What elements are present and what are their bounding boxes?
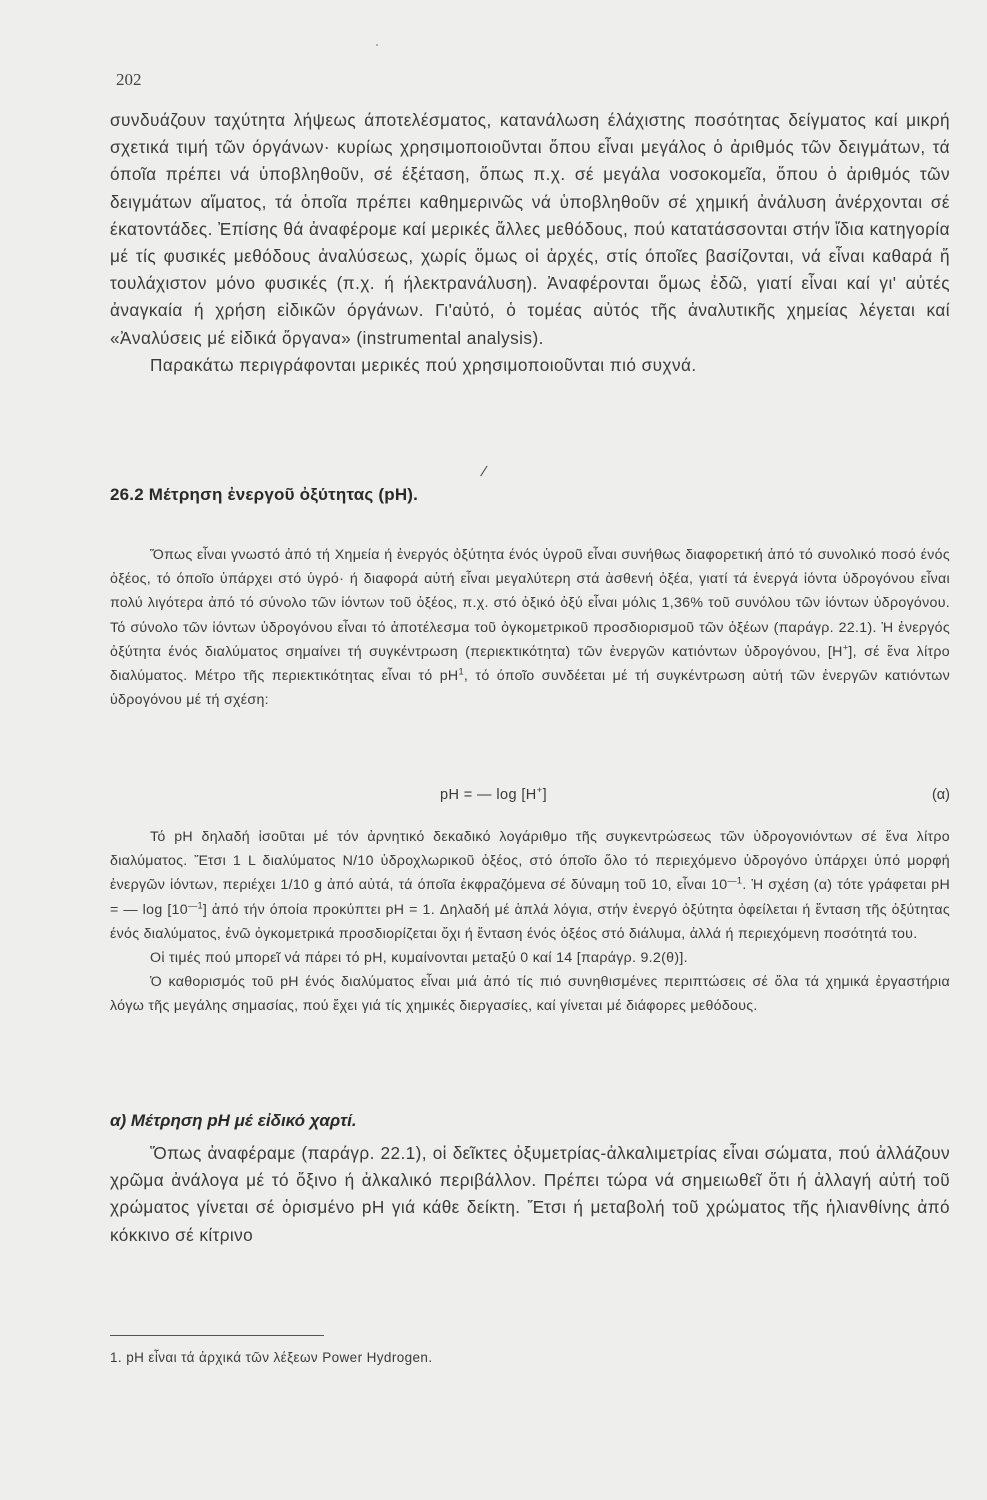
section-paragraph-4: Ὁ καθορισμός τοῦ pH ένός διαλύματος εἶναι μιά ἀπό τίς πιό συνηθισμένες περιπτώσεις σέ ὅλα τά χημικά ἐργαστήρια λόγω τῆς μεγάλης σημασίας, πού ἔχει γιά τίς χημικές διεργασίες, καί γίνεται μέ διάφορες μεθόδους. <box>110 974 950 1015</box>
section-text-continued <box>110 825 950 1019</box>
subsection-heading: α) Μέτρηση pH μέ εἰδικό χαρτί. <box>110 1111 357 1130</box>
equation-row <box>110 784 950 813</box>
section-heading: 26.2 Μέτρηση ἐνεργοῦ ὀξύτητας (pH). <box>110 485 419 504</box>
intro-text <box>110 107 950 379</box>
equation: pH = — log [H+] <box>440 784 548 803</box>
scan-speck <box>376 44 378 46</box>
equation-label: (α) <box>931 787 950 803</box>
intro-paragraph-2: Παρακάτω περιγράφονται μερικές πού χρησιμοποιοῦνται πιό συχνά. <box>150 354 697 375</box>
para-text: Ὅπως εἶναι γνωστό ἀπό τή Χημεία ή ἐνεργός ὀξύτητα ένός ὑγροῦ εἶναι συνήθως διαφορετική ἀπό τό συνολικό ποσό ένός ὀξέος, τό όποῖο ὑπάρχει στό ὑγρό· ή διαφορά αὐτή εἶναι μεγαλύτερη στά ἀσθενή ὀξέα, γιατί τά ἐνεργά ἰόντα ὑδρογόνου εἶναι πολύ λιγότερα ἀπό τό σύνολο τῶν ἰόντων τοῦ ὀξέος, π.χ. στό ὀξικό ὀξύ εἶναι μόλις 1,36% τοῦ συνόλου τῶν ἰόντων ὑδρογόνου. Τό σύνολο τῶν ἰόντων ὑδρογόνου εἶναι τό ἀποτέλεσμα τοῦ ὀγκομετρικοῦ προσδιορισμοῦ τῶν ὀξέων (παράγρ. 22.1). Ἡ ἐνεργός ὀξύτητα ένός διαλύματος σημαίνει τή συγκέντρωση (περιεκτικότητα) τῶν ἐνεργῶν κατιόντων ὑδρογόνου, [H <box>110 547 950 660</box>
footnote: 1. pH εἶναι τά ἀρχικά τῶν λέξεων Power Hydrogen. <box>110 1350 433 1365</box>
footnote-divider <box>110 1335 324 1336</box>
section-paragraph-1 <box>110 543 950 712</box>
stray-mark: / <box>479 463 489 479</box>
page-number: 202 <box>116 70 142 89</box>
para-text: ], σέ ἕνα λίτρο διαλύματος. Μέτρο τῆς περιεκτικότητας εἶναι τό pH <box>110 643 950 685</box>
section-paragraph-3: Οἱ τιμές πού μπορεῖ νά πάρει τό pH, κυμαίνονται μεταξύ 0 καί 14 [παράγρ. 9.2(θ)]. <box>150 950 688 967</box>
section-paragraph-2: Τό pH δηλαδή ἰσοῦται μέ τόν ἀρνητικό δεκαδικό λογάριθμο τῆς συγκεντρώσεως τῶν ὑδρογονιόντων σέ ἕνα λίτρο διαλύματος. Ἔτσι 1 L διαλύματος N/10 ὑδροχλωρικοῦ ὀξέος, στό όποῖο ὅλο τό περιεχόμενο ὑδρογόνο ὑπάρχει ὑπό μορφή ἐνεργῶν ἰόντων, περιέχει 1/10 g ἀπό αὐτά, τά όποῖα ἐκφραζόμενα σέ δύναμη τοῦ 10, εἶναι $10^{—1}$. Ἡ σχέση (α) τότε γράφεται pH = — $\log [10^{—1}]$ ἀπό τήν όποία προκύπτει pH = 1. Δηλαδή μέ ἁπλά λόγια, στήν ἐνεργό ὀξύτητα ὀφείλεται ή ἔνταση τῆς ὀξύτητας ένός διαλύματος, ἐνῶ ὀγκομετρικά προσδιορίζεται ὄχι ή ἔνταση ένός ὀξέος στό διάλυμα, ἀλλά ή περιεχόμενη ποσότητά του. <box>110 829 950 942</box>
para-text: , τό όποῖο συνδέεται μέ τή συγκέντρωση αὐτή τῶν ἐνεργῶν κατιόντων ὑδρογόνου μέ τή σχέση: <box>110 668 950 709</box>
intro-paragraph-1: συνδυάζουν ταχύτητα λήψεως άποτελέσματος, κατανάλωση έλάχιστης ποσότητας δείγματος καί μικρή σχετικά τιμή τῶν όργάνων· κυρίως χρησιμοποιοῦνται ὅπου εἶναι μεγάλος ὁ ἀριθμός τῶν δειγμάτων, τά όποῖα πρέπει νά ὑποβληθοῦν, σέ έξέταση, ὅπως π.χ. σέ μεγάλα νοσοκομεῖα, ὅπου ὁ ἀριθμός τῶν δειγμάτων αἵματος, τά ὁποῖα πρέπει καθημερινῶς νά ὑποβληθοῦν σέ χημική ἀνάλυση ἀνέρχονται σέ έκατοντάδες. Ἐπίσης θά ἀναφέρομε καί μερικές ἄλλες μεθόδους, πού κατατάσσονται στήν ἴδια κατηγορία μέ τίς φυσικές μεθόδους ἀναλύσεως, χωρίς ὅμως οἱ ἀρχές, στίς όποῖες βασίζονται, νά εἶναι καθαρά ἤ τουλάχιστον μόνο φυσικές (π.χ. ή ήλεκτρανάλυση). Ἀναφέρονται ὅμως ἐδῶ, γιατί εἶναι καί γι' αὐτές ἀναγκαία ή χρήση εἰδικῶν όργάνων. Γι'αὐτό, ὁ τομέας αὐτός τῆς ἀναλυτικῆς χημείας λέγεται καί «Ἀναλύσεις μέ εἰδικά ὄργανα» (instrumental analysis). <box>110 110 950 348</box>
superscript: + <box>842 642 849 653</box>
subsection-text <box>110 1140 950 1249</box>
subsection-paragraph-1: Ὅπως ἀναφέραμε (παράγρ. 22.1), οἱ δεῖκτες ὀξυμετρίας-ἀλκαλιμετρίας εἶναι σώματα, πού ἀλλάζουν χρῶμα ἀνάλογα μέ τό ὄξινο ή ἀλκαλικό περιβάλλον. Πρέπει τώρα νά σημειωθεῖ ὅτι ή ἀλλαγή αὐτή τοῦ χρώματος γίνεται σέ ὁρισμένο pH γιά κάθε δείκτη. Ἔτσι ή μεταβολή τοῦ χρώματος τῆς ἡλιανθίνης ἀπό κόκκινο σέ κίτρινο <box>110 1143 950 1245</box>
footnote-ref: 1 <box>458 666 464 677</box>
